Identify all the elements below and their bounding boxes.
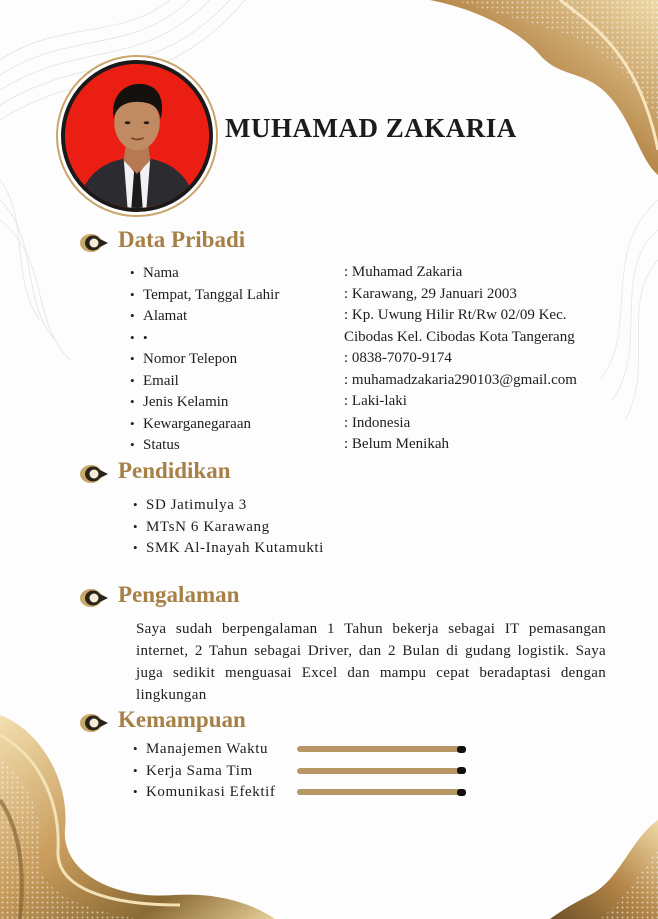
info-label: • •	[130, 327, 344, 349]
info-row-kewarganegaraan	[130, 413, 620, 435]
info-row-jenis-kelamin	[130, 391, 620, 413]
info-row-nama	[130, 262, 620, 284]
info-label: • Status	[130, 434, 344, 456]
skill-item	[133, 760, 493, 782]
skill-level-marker	[457, 746, 466, 753]
info-row-telepon	[130, 348, 620, 370]
profile-photo	[61, 60, 213, 212]
skill-label: • Manajemen Waktu	[133, 741, 268, 757]
info-label: • Alamat	[130, 305, 344, 327]
info-row-status	[130, 434, 620, 456]
pen-nib-bullet-icon	[78, 712, 108, 734]
skill-level-fill	[297, 789, 466, 795]
skill-level-fill	[297, 746, 466, 752]
info-label: • Tempat, Tanggal Lahir	[130, 284, 344, 306]
info-row-ttl	[130, 284, 620, 306]
info-value: : Kp. Uwung Hilir Rt/Rw 02/09 Kec.	[344, 307, 567, 323]
skill-level-bar	[297, 746, 475, 752]
info-value: : Karawang, 29 Januari 2003	[344, 285, 517, 302]
section-title: Pendidikan	[118, 458, 231, 483]
education-item: • SMK Al-Inayah Kutamukti	[133, 537, 324, 559]
section-title: Kemampuan	[118, 707, 246, 732]
education-list	[133, 494, 324, 559]
skill-label: • Kerja Sama Tim	[133, 763, 253, 779]
skills-list	[133, 738, 493, 803]
personal-info-list	[130, 262, 620, 456]
info-value: Cibodas Kel. Cibodas Kota Tangerang	[344, 328, 575, 345]
info-label: • Jenis Kelamin	[130, 391, 344, 413]
education-item: • SD Jatimulya 3	[133, 494, 324, 516]
pen-nib-bullet-icon	[78, 463, 108, 485]
info-value: : muhamadzakaria290103@gmail.com	[344, 371, 577, 388]
skill-level-bar	[297, 768, 475, 774]
section-title: Data Pribadi	[118, 227, 246, 252]
info-label: • Nomor Telepon	[130, 348, 344, 370]
skill-label: • Komunikasi Efektif	[133, 784, 276, 800]
candidate-name: MUHAMAD ZAKARIA	[225, 113, 517, 143]
education-item: • MTsN 6 Karawang	[133, 516, 324, 538]
info-value: : Belum Menikah	[344, 436, 449, 452]
info-label: • Kewarganegaraan	[130, 413, 344, 435]
skill-item	[133, 738, 493, 760]
skill-item	[133, 781, 493, 803]
info-row-alamat	[130, 305, 620, 327]
info-value: : Indonesia	[344, 414, 411, 431]
experience-paragraph: Saya sudah berpengalaman 1 Tahun bekerja sebagai IT pemasangan internet, 2 Tahun sebagai Driver, dan 2 Bulan di gudang logistik. Saya juga sedikit menguasai Excel dan mampu cepat beradaptasi dengan lingkungan	[136, 621, 606, 703]
info-value: : Muhamad Zakaria	[344, 264, 463, 280]
info-label: • Nama	[130, 262, 344, 284]
skill-level-marker	[457, 789, 466, 796]
info-label: • Email	[130, 370, 344, 392]
info-row-email	[130, 370, 620, 392]
pen-nib-bullet-icon	[78, 587, 108, 609]
pen-nib-bullet-icon	[78, 232, 108, 254]
section-title: Pengalaman	[118, 582, 240, 607]
skill-level-bar	[297, 789, 475, 795]
info-value: : Laki-laki	[344, 393, 407, 409]
skill-level-marker	[457, 767, 466, 774]
info-value: : 0838-7070-9174	[344, 350, 452, 366]
skill-level-fill	[297, 768, 466, 774]
info-row-alamat-cont	[130, 327, 620, 349]
